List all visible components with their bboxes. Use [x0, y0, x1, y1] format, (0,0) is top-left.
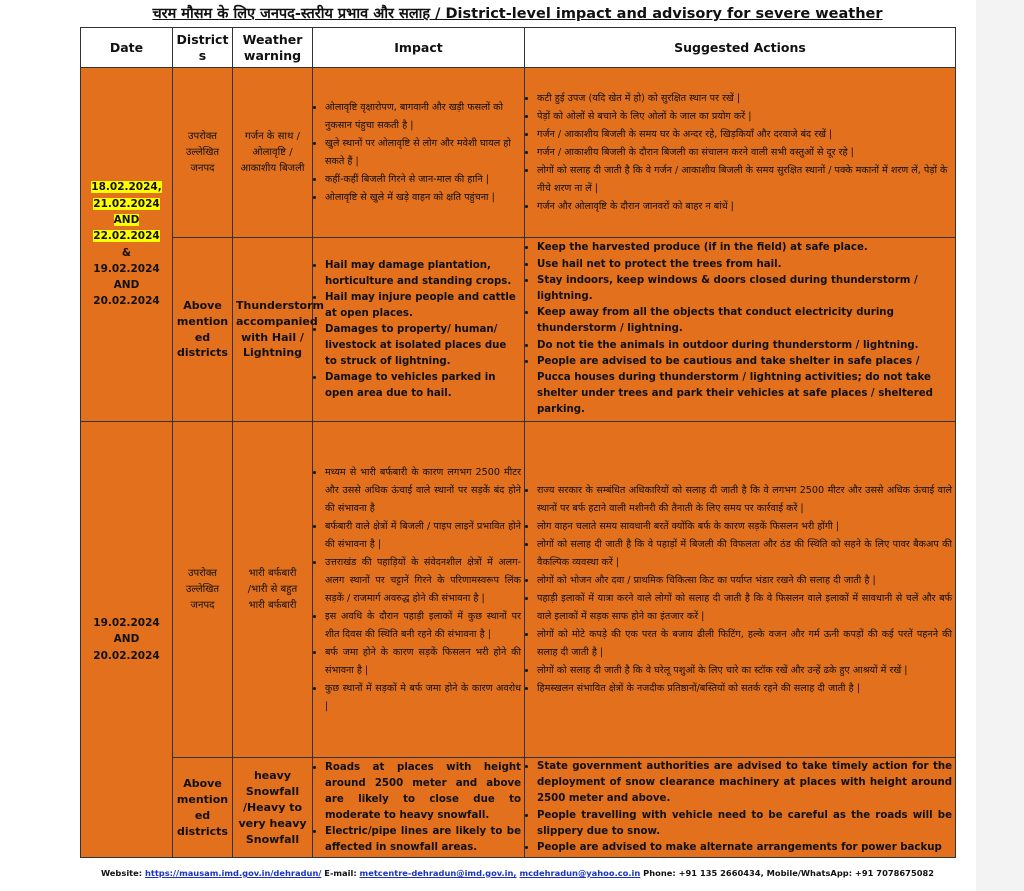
weather-warning-cell: भारी बर्फबारी /भारी से बहुत भारी बर्फबारी [233, 422, 313, 758]
districts-cell: उपरोक्त उल्लेखित जनपद [173, 422, 233, 758]
website-link[interactable]: https://mausam.imd.gov.in/dehradun/ [144, 868, 322, 878]
action-item: • राज्य सरकार के सम्बंधित अधिकारियों को सलाह दी जाती है कि वे लगभग 2500 मीटर और उससे अधिक ऊंचाई वाले स्थानों पर बर्फ हटाने वाली मशीनरी की तैनाती के लिए समय पर कार्रवाई करें | [537, 482, 952, 518]
action-item: • गर्जन / आकाशीय बिजली के दौरान बिजली का संचालन करने वाली सभी वस्तुओं से दूर रहे | [537, 144, 952, 162]
districts-cell: उपरोक्त उल्लेखित जनपद [173, 68, 233, 238]
action-item: • गर्जन और ओलावृष्टि के दौरान जानवरों को बाहर न बांधें | [537, 198, 952, 216]
header-date: Date [81, 28, 173, 68]
action-item: • लोग वाहन चलाते समय सावधानी बरतें क्योंकि बर्फ के कारण सड़कें फिसलन भरी होंगी | [537, 518, 952, 536]
impact-item: • इस अवधि के दौरान पहाड़ी इलाकों में कुछ स्थानों पर शीत दिवस की स्थिति बनी रहने की संभावना है | [325, 608, 521, 644]
impact-item: • Hail may damage plantation, horticulture and standing crops. [325, 258, 521, 290]
action-item: • Keep away from all the objects that conduct electricity during thunderstorm / lightning. [537, 305, 952, 337]
impact-item: • कुछ स्थानों में सड़कों मे बर्फ जमा होने के कारण अवरोध | [325, 680, 521, 716]
impact-item: • Hail may injure people and cattle at open places. [325, 290, 521, 322]
action-item: • People are advised to be cautious and take shelter in safe places / Pucca houses during thunderstorm / lightning activities; do not take shelter under trees and park their vehicles at safe places / sheltered parking. [537, 354, 952, 419]
impact-item: • Damages to property/ human/ livestock at isolated places due to struck of lightning. [325, 322, 521, 370]
suggested-actions-cell [525, 758, 956, 858]
action-item: • People travelling with vehicle need to be careful as the roads will be slippery due to snow. [537, 808, 952, 840]
impact-item: • Damage to vehicles parked in open area due to hail. [325, 370, 521, 402]
email-link-metcentre[interactable]: metcentre-dehradun@imd.gov.in, [359, 868, 517, 878]
page-title: चरम मौसम के लिए जनपद-स्तरीय प्रभाव और सलाह / District-level impact and advisory for severe weather [152, 6, 883, 22]
districts-cell: Above mention ed districts [173, 238, 233, 422]
impact-cell [313, 758, 525, 858]
date-cell: 19.02.2024 AND 20.02.2024 [81, 422, 173, 858]
table-row [81, 422, 956, 758]
impact-item: • कहीं-कहीं बिजली गिरने से जान-माल की हानि | [325, 171, 521, 189]
impact-item: • Roads at places with height around 2500 meter and above are likely to close due to moderate to heavy snowfall. [325, 760, 521, 824]
weather-warning-cell: Thunderstorm accompanied with Hail / Lightning [233, 238, 313, 422]
suggested-actions-cell [525, 422, 956, 758]
impact-item: • खुले स्थानों पर ओलावृष्टि से लोग और मवेशी घायल हो सकते हैं | [325, 135, 521, 171]
website-label: Website: [100, 868, 143, 878]
date-cell: 18.02.2024, 21.02.2024 AND 22.02.2024 & 19.02.2024 AND 20.02.2024 [81, 68, 173, 422]
email-link-yahoo[interactable]: mcdehradun@yahoo.co.in [519, 868, 641, 878]
impact-item: • Electric/pipe lines are likely to be affected in snowfall areas. [325, 824, 521, 856]
advisory-table [80, 27, 956, 858]
action-item: • Use hail net to protect the trees from hail. [537, 257, 952, 273]
action-item: • लोगों को भोजन और दवा / प्राथमिक चिकित्सा किट का पर्याप्त भंडार रखने की सलाह दी जाती है | [537, 572, 952, 590]
action-item: • गर्जन / आकाशीय बिजली के समय घर के अन्दर रहे, खिड़कियाँ और दरवाजे बंद रखें | [537, 126, 952, 144]
table-row [81, 758, 956, 858]
impact-cell [313, 238, 525, 422]
header-suggested-actions: Suggested Actions [525, 28, 956, 68]
impact-item: • मध्यम से भारी बर्फबारी के कारण लगभग 2500 मीटर और उससे अधिक ऊंचाई वाले स्थानों पर सड़कें बंद होने की संभावना है [325, 464, 521, 518]
action-item: • Stay indoors, keep windows & doors closed during thunderstorm / lightning. [537, 273, 952, 305]
impact-item: • बर्फबारी वाले क्षेत्रों में बिजली / पाइप लाइनें प्रभावित होने की संभावना है | [325, 518, 521, 554]
weather-warning-cell: heavy Snowfall /Heavy to very heavy Snowfall [233, 758, 313, 858]
action-item: • लोगों को मोटे कपड़े की एक परत के बजाय ढीली फिटिंग, हल्के वजन और गर्म ऊनी कपड़ों की कई परतें पहनने की सलाह दी जाती है | [537, 626, 952, 662]
header-weather-warning: Weather warning [233, 28, 313, 68]
action-item: • कटी हुई उपज (यदि खेत में हो) को सुरक्षित स्थान पर रखें | [537, 90, 952, 108]
table-row [81, 238, 956, 422]
impact-cell [313, 422, 525, 758]
action-item: • लोगों को सलाह दी जाती है कि वे गर्जन / आकाशीय बिजली के समय सुरक्षित स्थानों / पक्के मकानों में शरण लें, पेड़ों के नीचे शरण ना लें | [537, 162, 952, 198]
suggested-actions-cell [525, 238, 956, 422]
action-item: • State government authorities are advised to take timely action for the deployment of snow clearance machinery at places with height around 2500 meter and above. [537, 759, 952, 808]
impact-item: • बर्फ जमा होने के कारण सड़कें फिसलन भरी होने की संभावना है | [325, 644, 521, 680]
table-row [81, 68, 956, 238]
action-item: • People are advised to make alternate arrangements for power backup [537, 840, 952, 856]
action-item: • पहाड़ी इलाकों में यात्रा करने वाले लोगों को सलाह दी जाती है कि वे फिसलन वाले इलाकों में सावधानी से चलें और बर्फ वाले इलाकों में सड़क साफ होने का इंतजार करें | [537, 590, 952, 626]
header-districts: District s [173, 28, 233, 68]
impact-cell [313, 68, 525, 238]
districts-cell: Above mention ed districts [173, 758, 233, 858]
page-margin-strip [976, 0, 1024, 891]
phone-text: Phone: +91 135 2660434, Mobile/WhatsApp: +91 7078675082 [643, 868, 935, 878]
impact-item: • ओलावृष्टि से खुले में खड़े वाहन को क्षति पहुंचना | [325, 189, 521, 207]
impact-item: • ओलावृष्टि वृक्षारोपण, बागवानी और खड़ी फसलों को नुकसान पंहुचा सकती है | [325, 99, 521, 135]
action-item: • हिमस्खलन संभावित क्षेत्रों के नजदीक प्रतिष्ठानों/बस्तियों को सतर्क रहने की सलाह दी जाती है | [537, 680, 952, 698]
header-row [81, 28, 956, 68]
action-item: • पेड़ों को ओलों से बचाने के लिए ओलों के जाल का प्रयोग करें | [537, 108, 952, 126]
email-label: E-mail: [324, 868, 357, 878]
action-item: • लोगों को सलाह दी जाती है कि वे घरेलू पशुओं के लिए चारे का स्टॉक रखें और उन्हें ढके हुए आश्रयों में रखें | [537, 662, 952, 680]
action-item: • Do not tie the animals in outdoor during thunderstorm / lightning. [537, 338, 952, 354]
action-item: • लोगों को सलाह दी जाती है कि वे पहाड़ों में बिजली की विफलता और ठंड की स्थिति को सहने के लिए पावर बैकअप की वैकल्पिक व्यवस्था करें | [537, 536, 952, 572]
footer-contact [80, 868, 955, 878]
suggested-actions-cell [525, 68, 956, 238]
weather-warning-cell: गर्जन के साथ / ओलावृष्टि / आकाशीय बिजली [233, 68, 313, 238]
header-impact: Impact [313, 28, 525, 68]
action-item: • Keep the harvested produce (if in the field) at safe place. [537, 240, 952, 256]
impact-item: • उत्तराखंड की पहाड़ियों के संवेदनशील क्षेत्रों में अलग-अलग स्थानों पर चट्टानें गिरने के परिणामस्वरूप लिंक सड़कें / राजमार्ग अवरुद्ध होने की संभावना है | [325, 554, 521, 608]
